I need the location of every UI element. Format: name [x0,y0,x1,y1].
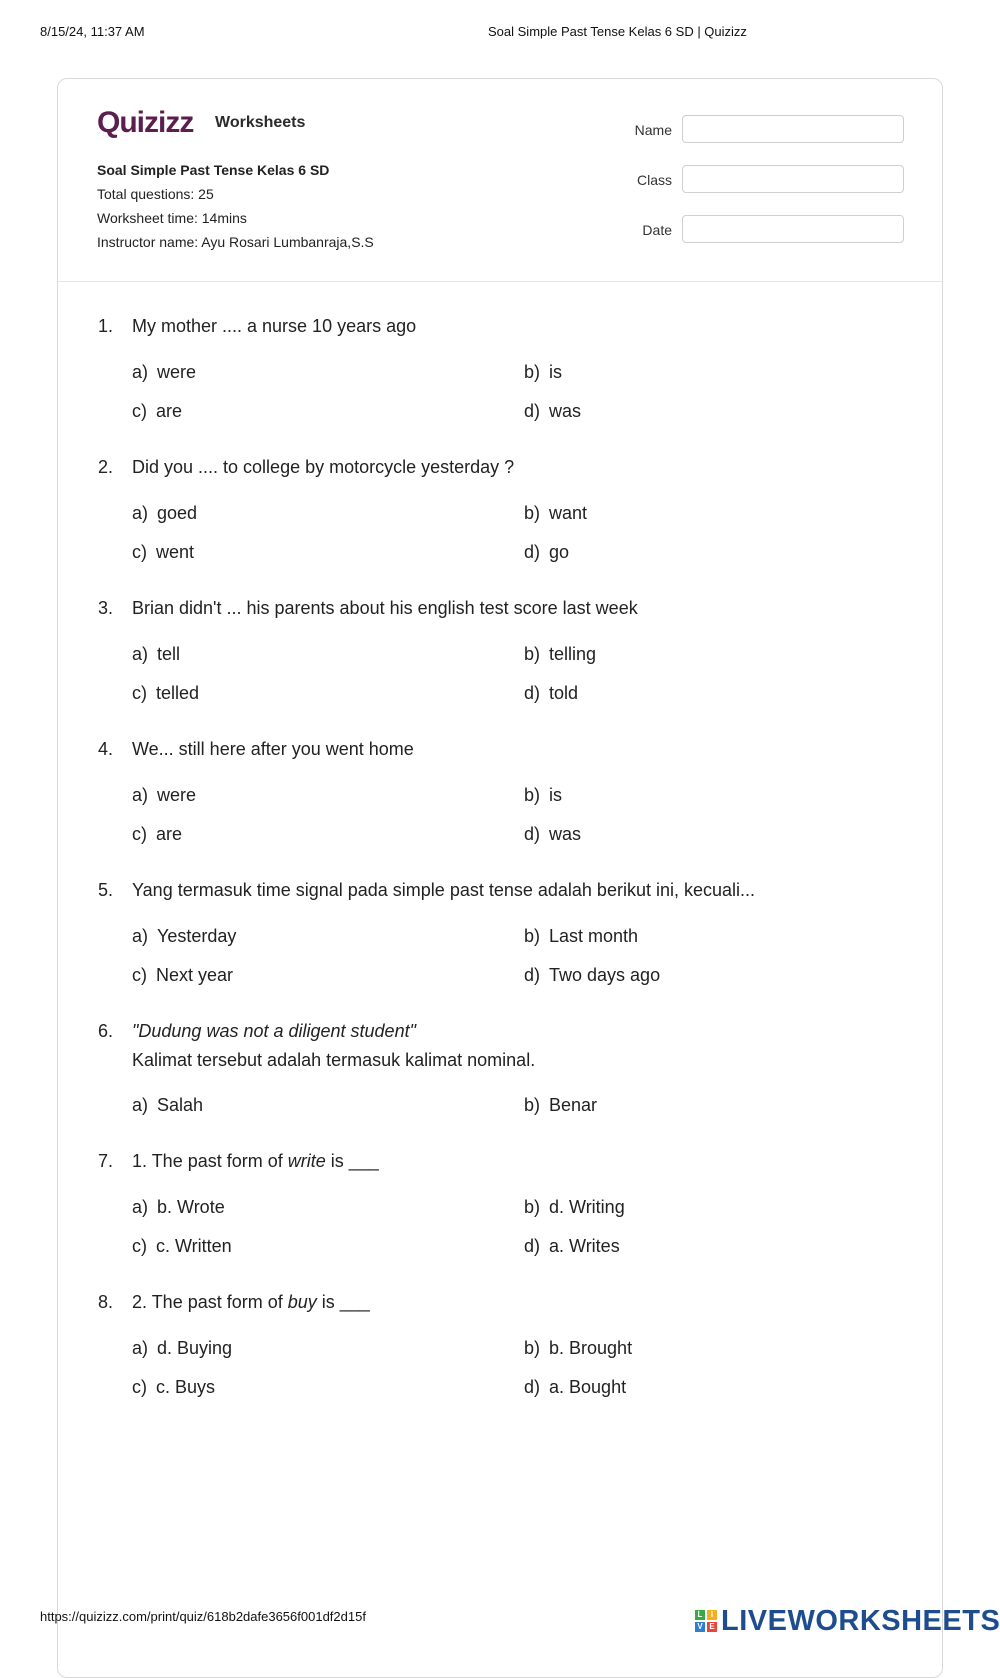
option-letter: d) [524,542,541,562]
answer-options [98,499,898,566]
option-text: are [156,824,183,844]
answer-option[interactable] [132,1373,524,1401]
option-text: were [157,362,197,382]
option-letter: d) [524,401,541,421]
quizizz-logo [97,105,207,139]
question-prefix: 1. The past form of [132,1151,288,1171]
name-label: Name [634,122,672,138]
answer-option[interactable] [132,781,524,809]
answer-options [98,781,898,848]
option-text: are [156,401,183,421]
worksheet-card [57,78,943,1678]
option-letter: a) [132,1338,149,1358]
option-letter: b) [524,362,541,382]
option-text: Benar [549,1095,598,1115]
option-letter: c) [132,401,147,421]
question-text [132,1146,379,1176]
option-text: Salah [157,1095,204,1115]
option-text: d. Writing [549,1197,625,1217]
option-text: was [549,401,582,421]
liveworksheets-grid-icon [695,1610,717,1632]
answer-options [98,1091,898,1119]
answer-option[interactable] [132,922,524,950]
option-letter: a) [132,1197,149,1217]
answer-option[interactable] [524,640,916,668]
option-letter: b) [524,926,541,946]
option-text: went [156,542,195,562]
option-letter: a) [132,1095,149,1115]
answer-option[interactable] [132,1091,524,1119]
option-text: Yesterday [157,926,237,946]
question-text: We... still here after you went home [132,739,414,759]
answer-option[interactable] [132,358,524,386]
option-letter: b) [524,785,541,805]
class-label: Class [636,172,672,188]
instructor-name: Instructor name: Ayu Rosari Lumbanraja,S.S [97,234,374,250]
lw-grid-cell: I [707,1610,717,1620]
question-item [98,452,898,566]
answer-option[interactable] [524,1193,916,1221]
option-letter: c) [132,965,147,985]
option-letter: b) [524,1338,541,1358]
answer-option[interactable] [132,1232,524,1260]
liveworksheets-watermark [695,1606,1000,1636]
lw-grid-cell: E [707,1622,717,1632]
liveworksheets-text: LIVEWORKSHEETS [721,1604,1000,1637]
option-text: b. Brought [549,1338,633,1358]
option-letter: a) [132,644,149,664]
option-letter: b) [524,1095,541,1115]
answer-option[interactable] [524,1373,916,1401]
question-emphasis: write [287,1151,326,1171]
option-letter: a) [132,926,149,946]
answer-options [98,1193,898,1260]
question-emphasis: buy [287,1292,317,1312]
print-page-title: Soal Simple Past Tense Kelas 6 SD | Quizizz [488,24,747,39]
question-text: Kalimat tersebut adalah termasuk kalimat nominal. [132,1050,536,1070]
answer-option[interactable] [524,961,916,989]
name-field[interactable] [682,115,904,143]
answer-option[interactable] [524,781,916,809]
option-text: goed [157,503,198,523]
total-questions: Total questions: 25 [97,186,214,202]
answer-options [98,640,898,707]
answer-option[interactable] [132,820,524,848]
question-number: 1. [98,316,114,336]
option-letter: b) [524,644,541,664]
answer-options [98,1334,898,1401]
option-text: go [549,542,570,562]
name-field-row [604,115,904,145]
option-text: Next year [156,965,234,985]
answer-option[interactable] [524,820,916,848]
date-label: Date [642,222,672,238]
answer-option[interactable] [524,397,916,425]
answer-option[interactable] [132,499,524,527]
option-text: a. Bought [549,1377,627,1397]
answer-option[interactable] [524,1091,916,1119]
question-row [98,1016,898,1046]
answer-option[interactable] [524,679,916,707]
option-text: c. Buys [156,1377,216,1397]
option-text: b. Wrote [157,1197,225,1217]
option-letter: a) [132,503,149,523]
worksheet-header [58,79,942,282]
answer-option[interactable] [132,397,524,425]
question-row [98,1287,898,1317]
option-text: d. Buying [157,1338,233,1358]
answer-option[interactable] [132,640,524,668]
class-field[interactable] [682,165,904,193]
question-row [98,734,898,764]
option-letter: c) [132,824,147,844]
option-text: Last month [549,926,639,946]
answer-options [98,358,898,425]
option-letter: c) [132,1236,147,1256]
question-number: 8. [98,1292,114,1312]
answer-option[interactable] [524,358,916,386]
option-letter: c) [132,542,147,562]
question-text: Brian didn't ... his parents about his english test score last week [132,598,638,618]
question-item [98,593,898,707]
question-text: Yang termasuk time signal pada simple past tense adalah berikut ini, kecuali... [132,880,756,900]
worksheet-meta [97,158,374,254]
question-item [98,734,898,848]
option-text: tell [157,644,181,664]
print-timestamp: 8/15/24, 11:37 AM [40,24,145,39]
question-item [98,1146,898,1260]
print-footer-url: https://quizizz.com/print/quiz/618b2dafe3656f001df2d15f [40,1609,366,1624]
option-text: Two days ago [549,965,661,985]
brand-product: Worksheets [215,114,306,131]
question-text [132,1287,370,1317]
option-letter: d) [524,1377,541,1397]
print-header [40,24,960,42]
answer-option[interactable] [524,499,916,527]
question-number: 5. [98,880,114,900]
date-field[interactable] [682,215,904,243]
question-text: Did you .... to college by motorcycle yesterday ? [132,457,515,477]
question-quote: "Dudung was not a diligent student" [132,1021,416,1041]
question-text [132,1016,416,1046]
option-letter: c) [132,683,147,703]
option-text: told [549,683,579,703]
answer-option[interactable] [132,538,524,566]
question-text: My mother .... a nurse 10 years ago [132,316,417,336]
option-letter: b) [524,503,541,523]
answer-option[interactable] [524,538,916,566]
option-letter: b) [524,1197,541,1217]
question-item [98,875,898,989]
question-prefix: 2. The past form of [132,1292,288,1312]
option-text: is [549,785,563,805]
question-suffix: is ___ [325,1151,379,1171]
question-row [98,452,898,482]
answer-option[interactable] [132,1334,524,1362]
answer-option[interactable] [524,1232,916,1260]
question-suffix: is ___ [316,1292,370,1312]
option-letter: d) [524,965,541,985]
question-row [98,593,898,623]
answer-option[interactable] [524,1334,916,1362]
option-letter: c) [132,1377,147,1397]
answer-option[interactable] [132,1193,524,1221]
option-text: telling [549,644,597,664]
answer-option[interactable] [524,922,916,950]
option-text: telled [156,683,200,703]
question-number: 6. [98,1021,114,1041]
lw-grid-cell: V [695,1622,705,1632]
answer-option[interactable] [132,679,524,707]
option-text: were [157,785,197,805]
option-letter: a) [132,785,149,805]
question-number: 2. [98,457,114,477]
option-text: is [549,362,563,382]
class-field-row [604,165,904,195]
option-letter: d) [524,824,541,844]
option-letter: a) [132,362,149,382]
quizizz-logo-text: Quizizz [97,106,194,139]
question-number: 3. [98,598,114,618]
lw-grid-cell: L [695,1610,705,1620]
option-letter: d) [524,683,541,703]
brand [97,105,305,139]
student-fields [604,115,904,265]
question-row [98,311,898,341]
date-field-row [604,215,904,245]
worksheet-title: Soal Simple Past Tense Kelas 6 SD [97,162,330,178]
option-text: a. Writes [549,1236,620,1256]
question-item [98,1016,898,1119]
question-item [98,311,898,425]
answer-option[interactable] [132,961,524,989]
option-text: want [549,503,588,523]
option-text: c. Written [156,1236,232,1256]
question-number: 4. [98,739,114,759]
option-letter: d) [524,1236,541,1256]
question-item [98,1287,898,1401]
question-number: 7. [98,1151,114,1171]
worksheet-time: Worksheet time: 14mins [97,210,247,226]
option-text: was [549,824,582,844]
question-row [98,1146,898,1176]
question-list [98,311,898,1428]
answer-options [98,922,898,989]
question-row [98,875,898,905]
